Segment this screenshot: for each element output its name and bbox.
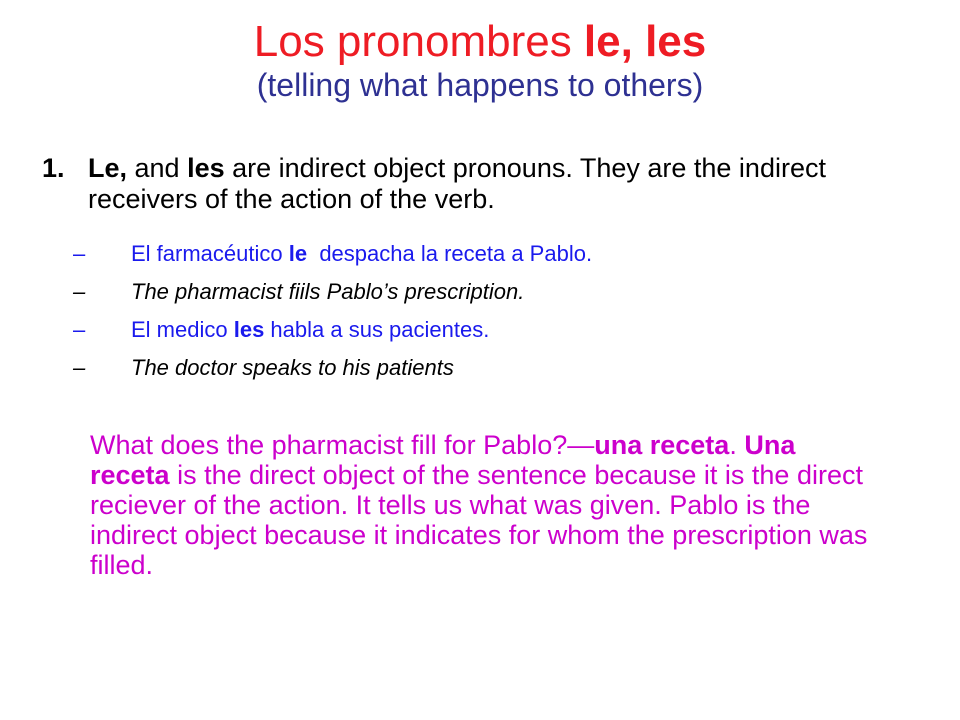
title-subtitle: (telling what happens to others) (256, 67, 704, 104)
title-prefix: Los pronombres (253, 17, 584, 66)
example-pre: El medico (131, 317, 234, 342)
example-english-2 (73, 349, 933, 387)
point-text-rest: are indirect object pronouns. They are the indirect receivers of the action of the verb. (88, 153, 826, 214)
explanation-period: . (729, 430, 745, 460)
explanation-paragraph (90, 430, 880, 580)
slide-title (0, 18, 960, 104)
point-text (88, 153, 922, 215)
numbered-point (42, 153, 922, 215)
example-pronoun: les (233, 317, 265, 342)
dash-bullet: – (73, 241, 86, 266)
dash-bullet: – (73, 279, 86, 304)
example-spanish-2 (73, 311, 933, 349)
title-pronouns: le, les (583, 17, 707, 66)
point-bold-le: Le, (88, 153, 128, 183)
point-bold-les: les (187, 153, 225, 183)
title-main (0, 18, 960, 66)
explanation-rest: is the direct object of the sentence because it is the direct reciever of the action. It tells us what was given. Pablo is the indirect object because it indicates for whom the prescription was filled. (90, 460, 868, 580)
dash-bullet: – (73, 317, 86, 342)
example-text: The doctor speaks to his patients (131, 355, 454, 380)
example-pre: El farmacéutico (131, 241, 289, 266)
example-post: habla a sus pacientes. (264, 317, 490, 342)
example-spanish-1 (73, 235, 933, 273)
point-number: 1. (42, 153, 65, 183)
explanation-question: What does the pharmacist fill for Pablo?— (90, 430, 595, 460)
dash-bullet: – (73, 355, 86, 380)
example-text: The pharmacist fiils Pablo’s prescription. (131, 279, 525, 304)
explanation-bold-answer: una receta (594, 430, 730, 460)
explanation-bold-subject: Una receta (90, 430, 796, 490)
example-post: despacha la receta a Pablo. (307, 241, 593, 266)
point-text-and: and (127, 153, 188, 183)
examples-list (73, 235, 933, 387)
example-text (131, 235, 592, 273)
example-english-1 (73, 273, 933, 311)
example-pronoun: le (288, 241, 308, 266)
example-text (131, 311, 489, 349)
